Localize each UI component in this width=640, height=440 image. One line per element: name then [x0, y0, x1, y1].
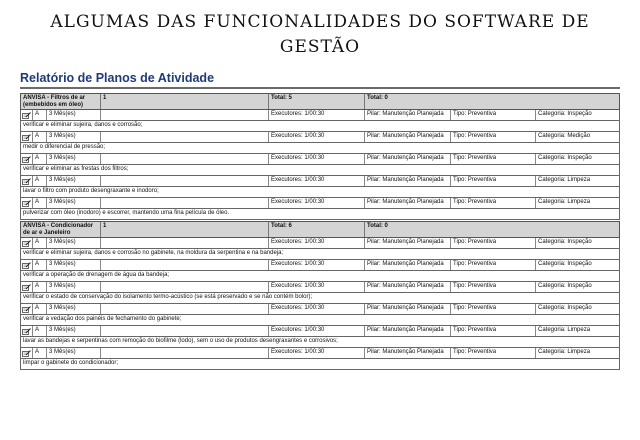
group-header: [20, 221, 620, 238]
task-executors: Executores: 1/00:30: [269, 198, 365, 208]
task-type: A: [33, 154, 47, 164]
task-executors: Executores: 1/00:30: [269, 348, 365, 358]
task-row: [20, 348, 620, 359]
task-executors: Executores: 1/00:30: [269, 154, 365, 164]
task-type: A: [33, 326, 47, 336]
task-type: A: [33, 198, 47, 208]
task-categoria: Categoria: Inspeção: [538, 283, 592, 289]
task-executors: Executores: 1/00:30: [269, 110, 365, 120]
task-tipo: Tipo: Preventiva: [451, 110, 536, 120]
task-type: A: [33, 282, 47, 292]
edit-icon[interactable]: [22, 262, 31, 269]
task-type: A: [33, 132, 47, 142]
task-type: A: [33, 304, 47, 314]
edit-icon[interactable]: [22, 134, 31, 141]
task-frequency: 3 Mês(es): [47, 238, 101, 248]
task-frequency: 3 Mês(es): [47, 260, 101, 270]
task-frequency: 3 Mês(es): [47, 132, 101, 142]
task-cell-icon: [21, 198, 33, 208]
task-categoria: Categoria: Limpeza: [538, 199, 591, 205]
group-total-secondary: Total: 0: [367, 223, 388, 229]
task-frequency: 3 Mês(es): [47, 348, 101, 358]
edit-icon[interactable]: [22, 156, 31, 163]
task-description: pulverizar com óleo (inodoro) e escorrer, mantendo uma fina película de óleo.: [20, 209, 620, 220]
task-description: medir o diferencial de pressão;: [20, 143, 620, 154]
task-row: [20, 326, 620, 337]
task-categoria: Categoria: Medição: [538, 133, 591, 139]
page-title-line-2: GESTÃO: [279, 37, 361, 57]
task-executors: Executores: 1/00:30: [269, 132, 365, 142]
task-pilar: Pilar: Manutenção Planejada: [365, 282, 451, 292]
task-type: A: [33, 238, 47, 248]
group-count: 1: [101, 222, 269, 237]
task-description: verificar o estado de conservação do isolamento termo-acústico (se está preservado e se não contém bolor);: [20, 293, 620, 304]
task-pilar: Pilar: Manutenção Planejada: [365, 198, 451, 208]
group-total: Total: 5: [269, 94, 365, 109]
page-title-line-1: ALGUMAS DAS FUNCIONALIDADES DO SOFTWARE DE: [50, 12, 590, 32]
task-pilar: Pilar: Manutenção Planejada: [365, 176, 451, 186]
task-executors: Executores: 1/00:30: [269, 176, 365, 186]
task-tipo: Tipo: Preventiva: [451, 176, 536, 186]
task-row: [20, 176, 620, 187]
task-pilar: Pilar: Manutenção Planejada: [365, 260, 451, 270]
task-type: A: [33, 260, 47, 270]
task-description: verificar a operação de drenagem de água da bandeja;: [20, 271, 620, 282]
task-blank: [101, 198, 269, 208]
group-total-secondary: Total: 0: [367, 95, 388, 101]
task-tipo: Tipo: Preventiva: [451, 198, 536, 208]
edit-icon[interactable]: [22, 112, 31, 119]
task-tipo: Tipo: Preventiva: [451, 348, 536, 358]
task-pilar: Pilar: Manutenção Planejada: [365, 238, 451, 248]
task-cell-icon: [21, 348, 33, 358]
task-pilar: Pilar: Manutenção Planejada: [365, 154, 451, 164]
task-categoria: Categoria: Inspeção: [538, 261, 592, 267]
task-frequency: 3 Mês(es): [47, 176, 101, 186]
task-categoria: Categoria: Inspeção: [538, 305, 592, 311]
task-categoria: Categoria: Inspeção: [538, 155, 592, 161]
task-executors: Executores: 1/00:30: [269, 260, 365, 270]
task-categoria: Categoria: Inspeção: [538, 239, 592, 245]
task-blank: [101, 260, 269, 270]
task-row: [20, 238, 620, 249]
task-pilar: Pilar: Manutenção Planejada: [365, 326, 451, 336]
task-blank: [101, 132, 269, 142]
task-tipo: Tipo: Preventiva: [451, 326, 536, 336]
task-cell-icon: [21, 238, 33, 248]
task-frequency: 3 Mês(es): [47, 110, 101, 120]
task-description: lavar as bandejas e serpentinas com remoção do biofilme (lodo), sem o uso de produtos desengraxantes e corrosivos;: [20, 337, 620, 348]
task-row: [20, 198, 620, 209]
task-row: [20, 110, 620, 121]
task-cell-icon: [21, 260, 33, 270]
task-categoria: Categoria: Inspeção: [538, 111, 592, 117]
task-description: verificar e eliminar as frestas dos filtros;: [20, 165, 620, 176]
task-description: verificar a vedação dos painéis de fechamento do gabinete;: [20, 315, 620, 326]
task-cell-icon: [21, 132, 33, 142]
edit-icon[interactable]: [22, 200, 31, 207]
report-title-divider: [20, 87, 620, 89]
task-frequency: 3 Mês(es): [47, 154, 101, 164]
edit-icon[interactable]: [22, 240, 31, 247]
task-blank: [101, 348, 269, 358]
task-cell-icon: [21, 304, 33, 314]
task-description: limpar o gabinete do condicionador;: [20, 359, 620, 370]
task-categoria: Categoria: Limpeza: [538, 349, 591, 355]
task-tipo: Tipo: Preventiva: [451, 260, 536, 270]
task-description: verificar e eliminar sujeira, danos e corrosão no gabinete, na moldura da serpentina e na bandeja;: [20, 249, 620, 260]
task-pilar: Pilar: Manutenção Planejada: [365, 110, 451, 120]
task-tipo: Tipo: Preventiva: [451, 304, 536, 314]
report-title: Relatório de Planos de Atividade: [20, 71, 215, 85]
task-categoria: Categoria: Limpeza: [538, 177, 591, 183]
edit-icon[interactable]: [22, 306, 31, 313]
task-description: verificar e eliminar sujeira, danos e corrosão;: [20, 121, 620, 132]
task-categoria: Categoria: Limpeza: [538, 327, 591, 333]
task-row: [20, 304, 620, 315]
task-blank: [101, 238, 269, 248]
page-title: [0, 10, 640, 60]
task-pilar: Pilar: Manutenção Planejada: [365, 132, 451, 142]
task-blank: [101, 110, 269, 120]
task-cell-icon: [21, 326, 33, 336]
group-total: Total: 6: [269, 222, 365, 237]
group-header: [20, 93, 620, 110]
task-pilar: Pilar: Manutenção Planejada: [365, 304, 451, 314]
group-name: ANVISA - Condicionador de ar e Janeleiro: [21, 222, 101, 237]
group-count: 1: [101, 94, 269, 109]
task-cell-icon: [21, 282, 33, 292]
task-pilar: Pilar: Manutenção Planejada: [365, 348, 451, 358]
task-blank: [101, 176, 269, 186]
task-tipo: Tipo: Preventiva: [451, 132, 536, 142]
task-executors: Executores: 1/00:30: [269, 238, 365, 248]
activity-plan-report: [20, 92, 620, 370]
task-frequency: 3 Mês(es): [47, 326, 101, 336]
edit-icon[interactable]: [22, 178, 31, 185]
task-row: [20, 154, 620, 165]
task-row: [20, 132, 620, 143]
task-blank: [101, 154, 269, 164]
task-frequency: 3 Mês(es): [47, 282, 101, 292]
task-type: A: [33, 348, 47, 358]
task-type: A: [33, 176, 47, 186]
edit-icon[interactable]: [22, 328, 31, 335]
task-row: [20, 282, 620, 293]
task-executors: Executores: 1/00:30: [269, 304, 365, 314]
edit-icon[interactable]: [22, 284, 31, 291]
task-type: A: [33, 110, 47, 120]
task-cell-icon: [21, 154, 33, 164]
task-row: [20, 260, 620, 271]
task-executors: Executores: 1/00:30: [269, 326, 365, 336]
task-tipo: Tipo: Preventiva: [451, 282, 536, 292]
task-frequency: 3 Mês(es): [47, 198, 101, 208]
task-blank: [101, 304, 269, 314]
edit-icon[interactable]: [22, 350, 31, 357]
group-name: ANVISA - Filtros de ar (embebidos em óleo): [21, 94, 101, 109]
task-description: lavar o filtro com produto desengraxante e inodoro;: [20, 187, 620, 198]
task-frequency: 3 Mês(es): [47, 304, 101, 314]
task-blank: [101, 282, 269, 292]
task-tipo: Tipo: Preventiva: [451, 154, 536, 164]
task-cell-icon: [21, 110, 33, 120]
task-tipo: Tipo: Preventiva: [451, 238, 536, 248]
task-executors: Executores: 1/00:30: [269, 282, 365, 292]
task-blank: [101, 326, 269, 336]
task-cell-icon: [21, 176, 33, 186]
